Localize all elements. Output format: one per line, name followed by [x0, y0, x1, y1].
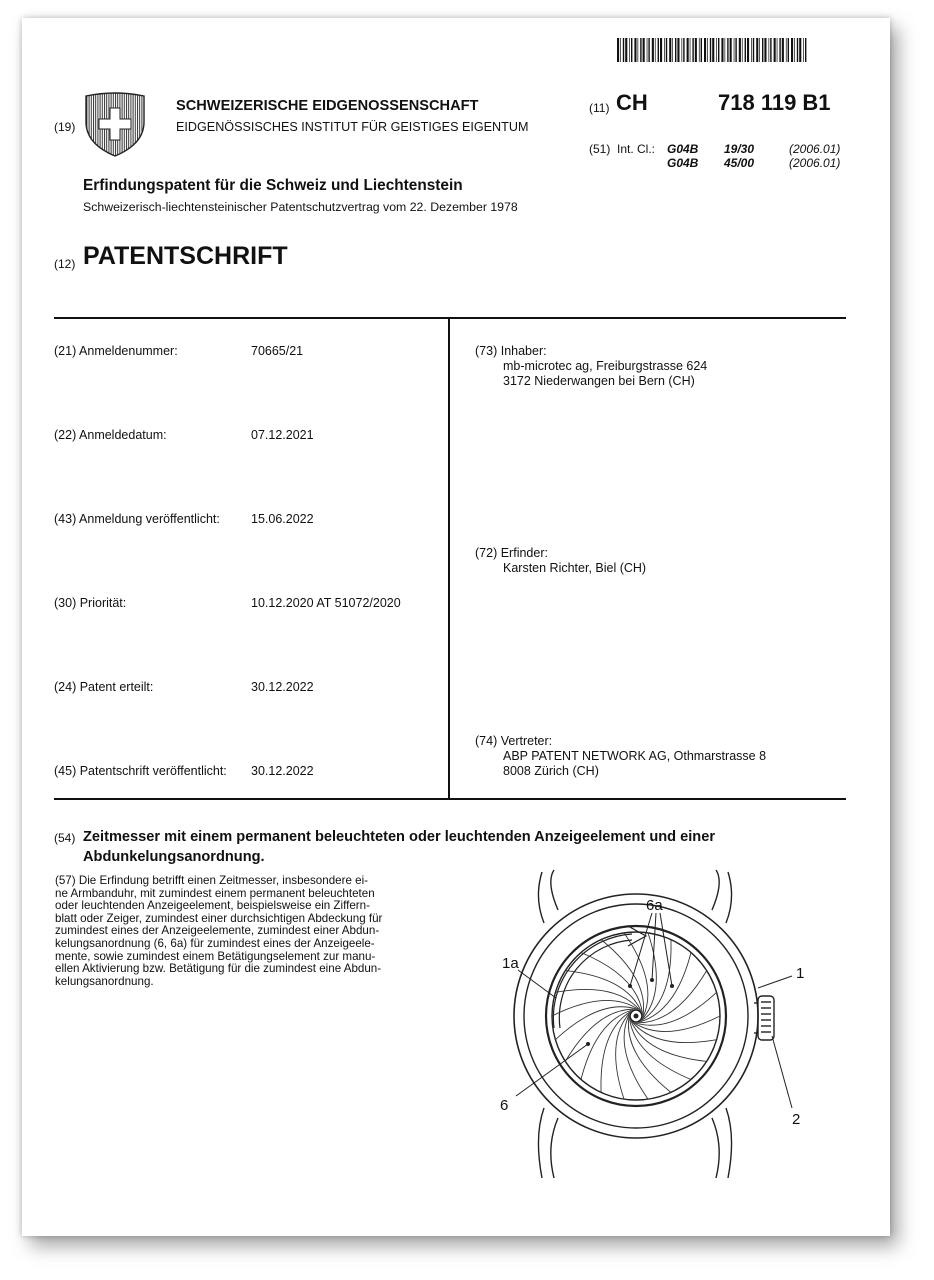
lug-outer-top-left: [538, 872, 544, 923]
barcode-bar: [625, 38, 627, 62]
field-inid: (22): [54, 428, 77, 442]
owner-inid: (73): [475, 344, 498, 358]
barcode-bar: [682, 38, 683, 62]
barcode-bar: [692, 38, 693, 62]
barcode-bar: [782, 38, 784, 62]
invention-title-line1: Zeitmesser mit einem permanent beleuchteten oder leuchtenden Anzeigeelement und einer: [83, 829, 716, 845]
field-label: Anmeldung veröffentlicht:: [79, 512, 220, 526]
barcode-bar: [712, 38, 714, 62]
inventor-block: [475, 546, 646, 576]
field-label: Patent erteilt:: [79, 680, 154, 694]
barcode-bar: [704, 38, 706, 62]
inventor-line1: Karsten Richter, Biel (CH): [503, 561, 647, 575]
field-patent-granted: [54, 680, 153, 694]
barcode-bar: [672, 38, 673, 62]
field-inid: (45): [54, 764, 77, 778]
center-pivot-dot: [634, 1014, 639, 1019]
patent-type: Erfindungspatent für die Schweiz und Liechtenstein: [83, 177, 463, 194]
barcode-bar: [707, 38, 708, 62]
barcode-bar: [730, 38, 732, 62]
barcode-bar: [716, 38, 717, 62]
barcode-bar: [759, 38, 760, 62]
barcode-bar: [640, 38, 641, 62]
field-inid: (21): [54, 344, 77, 358]
field-application-date: [54, 428, 167, 442]
field-label: Anmeldenummer:: [79, 344, 178, 358]
barcode-bar: [690, 38, 691, 62]
field-inid: (43): [54, 512, 77, 526]
field-value: 70665/21: [251, 344, 304, 358]
barcode-bar: [634, 38, 636, 62]
class-version: (2006.01): [789, 156, 841, 170]
barcode-bar: [669, 38, 671, 62]
class-group: 19/30: [724, 142, 755, 156]
abstract-line: ellen Aktivierung bzw. Betätigung für die zumindest eine Abdun-: [55, 962, 382, 976]
barcode-bar: [745, 38, 746, 62]
barcode-bar: [658, 38, 659, 62]
owner-block: [475, 344, 707, 389]
label-1a: 1a: [502, 955, 519, 972]
inid-11: (11): [589, 101, 610, 115]
label-6: 6: [500, 1097, 509, 1114]
barcode-bar: [742, 38, 743, 62]
barcode-bar: [803, 38, 804, 62]
abstract-line: Die Erfindung betrifft einen Zeitmesser, insbesondere ei-: [78, 874, 369, 887]
lug-bottom-right: [712, 1118, 719, 1178]
classification-row: [667, 142, 847, 156]
barcode-bar: [631, 38, 632, 62]
treaty-text: Schweizerisch-liechtensteinischer Patentschutzvertrag vom 22. Dezember 1978: [83, 200, 518, 214]
barcode-bar: [718, 38, 719, 62]
label-1: 1: [796, 965, 805, 982]
field-priority: [54, 596, 126, 610]
barcode-bar: [623, 38, 624, 62]
doc-kind-title: PATENTSCHRIFT: [83, 242, 288, 270]
barcode-bar: [660, 38, 662, 62]
barcode-bar: [725, 38, 726, 62]
owner-label: Inhaber:: [500, 344, 547, 358]
owner-line1: mb-microtec ag, Freiburgstrasse 624: [503, 359, 708, 373]
barcode-bar: [799, 38, 801, 62]
office-subtitle: EIDGENÖSSISCHES INSTITUT FÜR GEISTIGES EIGENTUM: [176, 120, 529, 134]
lug-outer-bottom-left: [538, 1108, 544, 1178]
office-title: SCHWEIZERISCHE EIDGENOSSENSCHAFT: [176, 98, 479, 114]
abstract-line: kelungsanordnung.: [55, 974, 154, 988]
barcode-bar: [779, 38, 780, 62]
country-code: CH: [616, 90, 648, 115]
classification-row: [667, 156, 847, 170]
leader-6a: [630, 913, 652, 986]
barcode-bar: [727, 38, 728, 62]
barcode-bar: [629, 38, 630, 62]
representative-inid: (74): [475, 734, 498, 748]
field-patent-published: [54, 764, 227, 778]
barcode-bar: [753, 38, 754, 62]
leader-6a: [652, 913, 656, 980]
barcode-bar: [797, 38, 798, 62]
abstract-line: zumindest eines der Anzeigeelemente, zumindest einer Abdun-: [55, 924, 380, 938]
leader-2: [772, 1036, 792, 1108]
leader-1: [758, 976, 792, 988]
representative-line1: ABP PATENT NETWORK AG, Othmarstrasse 8: [503, 749, 767, 763]
inid-51: (51): [589, 142, 611, 156]
watch-figure: [462, 868, 842, 1178]
barcode-bar: [747, 38, 749, 62]
class-code: G04B: [667, 142, 699, 156]
lug-top-left: [551, 870, 558, 910]
barcode-bar: [643, 38, 645, 62]
barcode-bar: [701, 38, 702, 62]
field-label: Priorität:: [79, 596, 127, 610]
barcode-bar: [794, 38, 795, 62]
barcode-bar: [735, 38, 736, 62]
iris-blade: [634, 1016, 720, 1032]
divider-top: [54, 317, 846, 319]
class-code: G04B: [667, 156, 699, 170]
field-application-number: [54, 344, 178, 358]
barcode-bar: [683, 38, 684, 62]
barcode-bar: [764, 38, 766, 62]
class-group: 45/00: [724, 156, 755, 170]
field-value: 30.12.2022: [251, 764, 314, 778]
barcode-bar: [774, 38, 776, 62]
abstract: [55, 875, 427, 988]
barcode-bar: [762, 38, 763, 62]
patent-number: 718 119 B1: [718, 90, 831, 115]
barcode-bar: [788, 38, 789, 62]
lug-top-right: [712, 870, 719, 910]
representative-block: [475, 734, 766, 779]
iris-blade: [552, 1000, 638, 1016]
field-value: 30.12.2022: [251, 680, 314, 694]
field-label: Patentschrift veröffentlicht:: [79, 764, 227, 778]
barcode-bar: [721, 38, 723, 62]
label-2: 2: [792, 1111, 801, 1128]
abstract-inid: (57): [55, 874, 76, 887]
barcode-bar: [638, 38, 639, 62]
patent-page: [22, 18, 890, 1236]
field-value: 15.06.2022: [251, 512, 314, 526]
barcode-bar: [617, 38, 619, 62]
leader-1a: [518, 970, 556, 998]
barcode-bar: [734, 38, 735, 62]
inid-54: (54): [54, 831, 76, 845]
classification-list: [667, 142, 847, 170]
abstract-line: mente, sowie zumindest einem Betätigungselement zur manu-: [55, 949, 376, 963]
abstract-line: kelungsanordnung (6, 6a) für zumindest eines der Anzeigeele-: [55, 936, 375, 950]
iris-blade: [624, 933, 648, 1017]
field-value: 10.12.2020 AT 51072/2020: [251, 596, 401, 610]
barcode-bar: [777, 38, 778, 62]
class-version: (2006.01): [789, 142, 841, 156]
barcode-bar: [699, 38, 700, 62]
representative-label: Vertreter:: [500, 734, 553, 748]
barcode-bar: [695, 38, 697, 62]
abstract-line: ne Armbanduhr, mit zumindest einem permanent beleuchteten: [55, 886, 375, 900]
barcode-bar: [687, 38, 689, 62]
swiss-coat-of-arms-icon: [82, 92, 148, 158]
invention-title-line2: Abdunkelungsanordnung.: [83, 849, 265, 865]
field-value: 07.12.2021: [251, 428, 314, 442]
barcode-bar: [655, 38, 656, 62]
barcode-bar: [786, 38, 787, 62]
abstract-line: blatt oder Zeiger, zumindest einer durchsichtigen Abdeckung für: [55, 911, 383, 925]
barcode-bar: [620, 38, 621, 62]
field-label: Anmeldedatum:: [79, 428, 167, 442]
barcode-bar: [751, 38, 752, 62]
label-6a: 6a: [646, 897, 663, 914]
iris-blade: [624, 1015, 648, 1099]
lug-bottom-left: [551, 1118, 558, 1178]
barcode-bar: [739, 38, 741, 62]
invention-title: [83, 827, 715, 867]
barcode-bar: [791, 38, 793, 62]
lug-outer-bottom-right: [726, 1108, 732, 1178]
abstract-line: oder leuchtenden Anzeigeelement, beispielsweise ein Ziffern-: [55, 899, 370, 913]
divider-vertical: [448, 319, 450, 799]
barcode-bar: [666, 38, 667, 62]
field-inid: (24): [54, 680, 77, 694]
field-application-published: [54, 512, 220, 526]
barcode-bar: [769, 38, 770, 62]
lug-outer-top-right: [726, 872, 732, 923]
inid-12: (12): [54, 257, 76, 271]
barcode-bar: [675, 38, 676, 62]
owner-line2: 3172 Niederwangen bei Bern (CH): [503, 374, 695, 388]
barcode-bar: [664, 38, 665, 62]
barcode-bar: [648, 38, 649, 62]
barcode-bar: [652, 38, 654, 62]
leader-6a: [660, 913, 672, 986]
inventor-inid: (72): [475, 546, 498, 560]
iris-blade: [616, 1013, 630, 1099]
int-cl-label: Int. Cl.:: [617, 142, 656, 156]
inventor-label: Erfinder:: [500, 546, 548, 560]
barcode-bar: [647, 38, 648, 62]
barcode-bar: [710, 38, 711, 62]
barcode-image: [617, 38, 809, 62]
representative-line2: 8008 Zürich (CH): [503, 764, 599, 778]
divider-bottom: [54, 798, 846, 800]
barcode-bar: [756, 38, 758, 62]
barcode-bar: [805, 38, 806, 62]
barcode-bar: [770, 38, 771, 62]
inid-19: (19): [54, 120, 76, 134]
barcode-bar: [677, 38, 679, 62]
field-inid: (30): [54, 596, 77, 610]
